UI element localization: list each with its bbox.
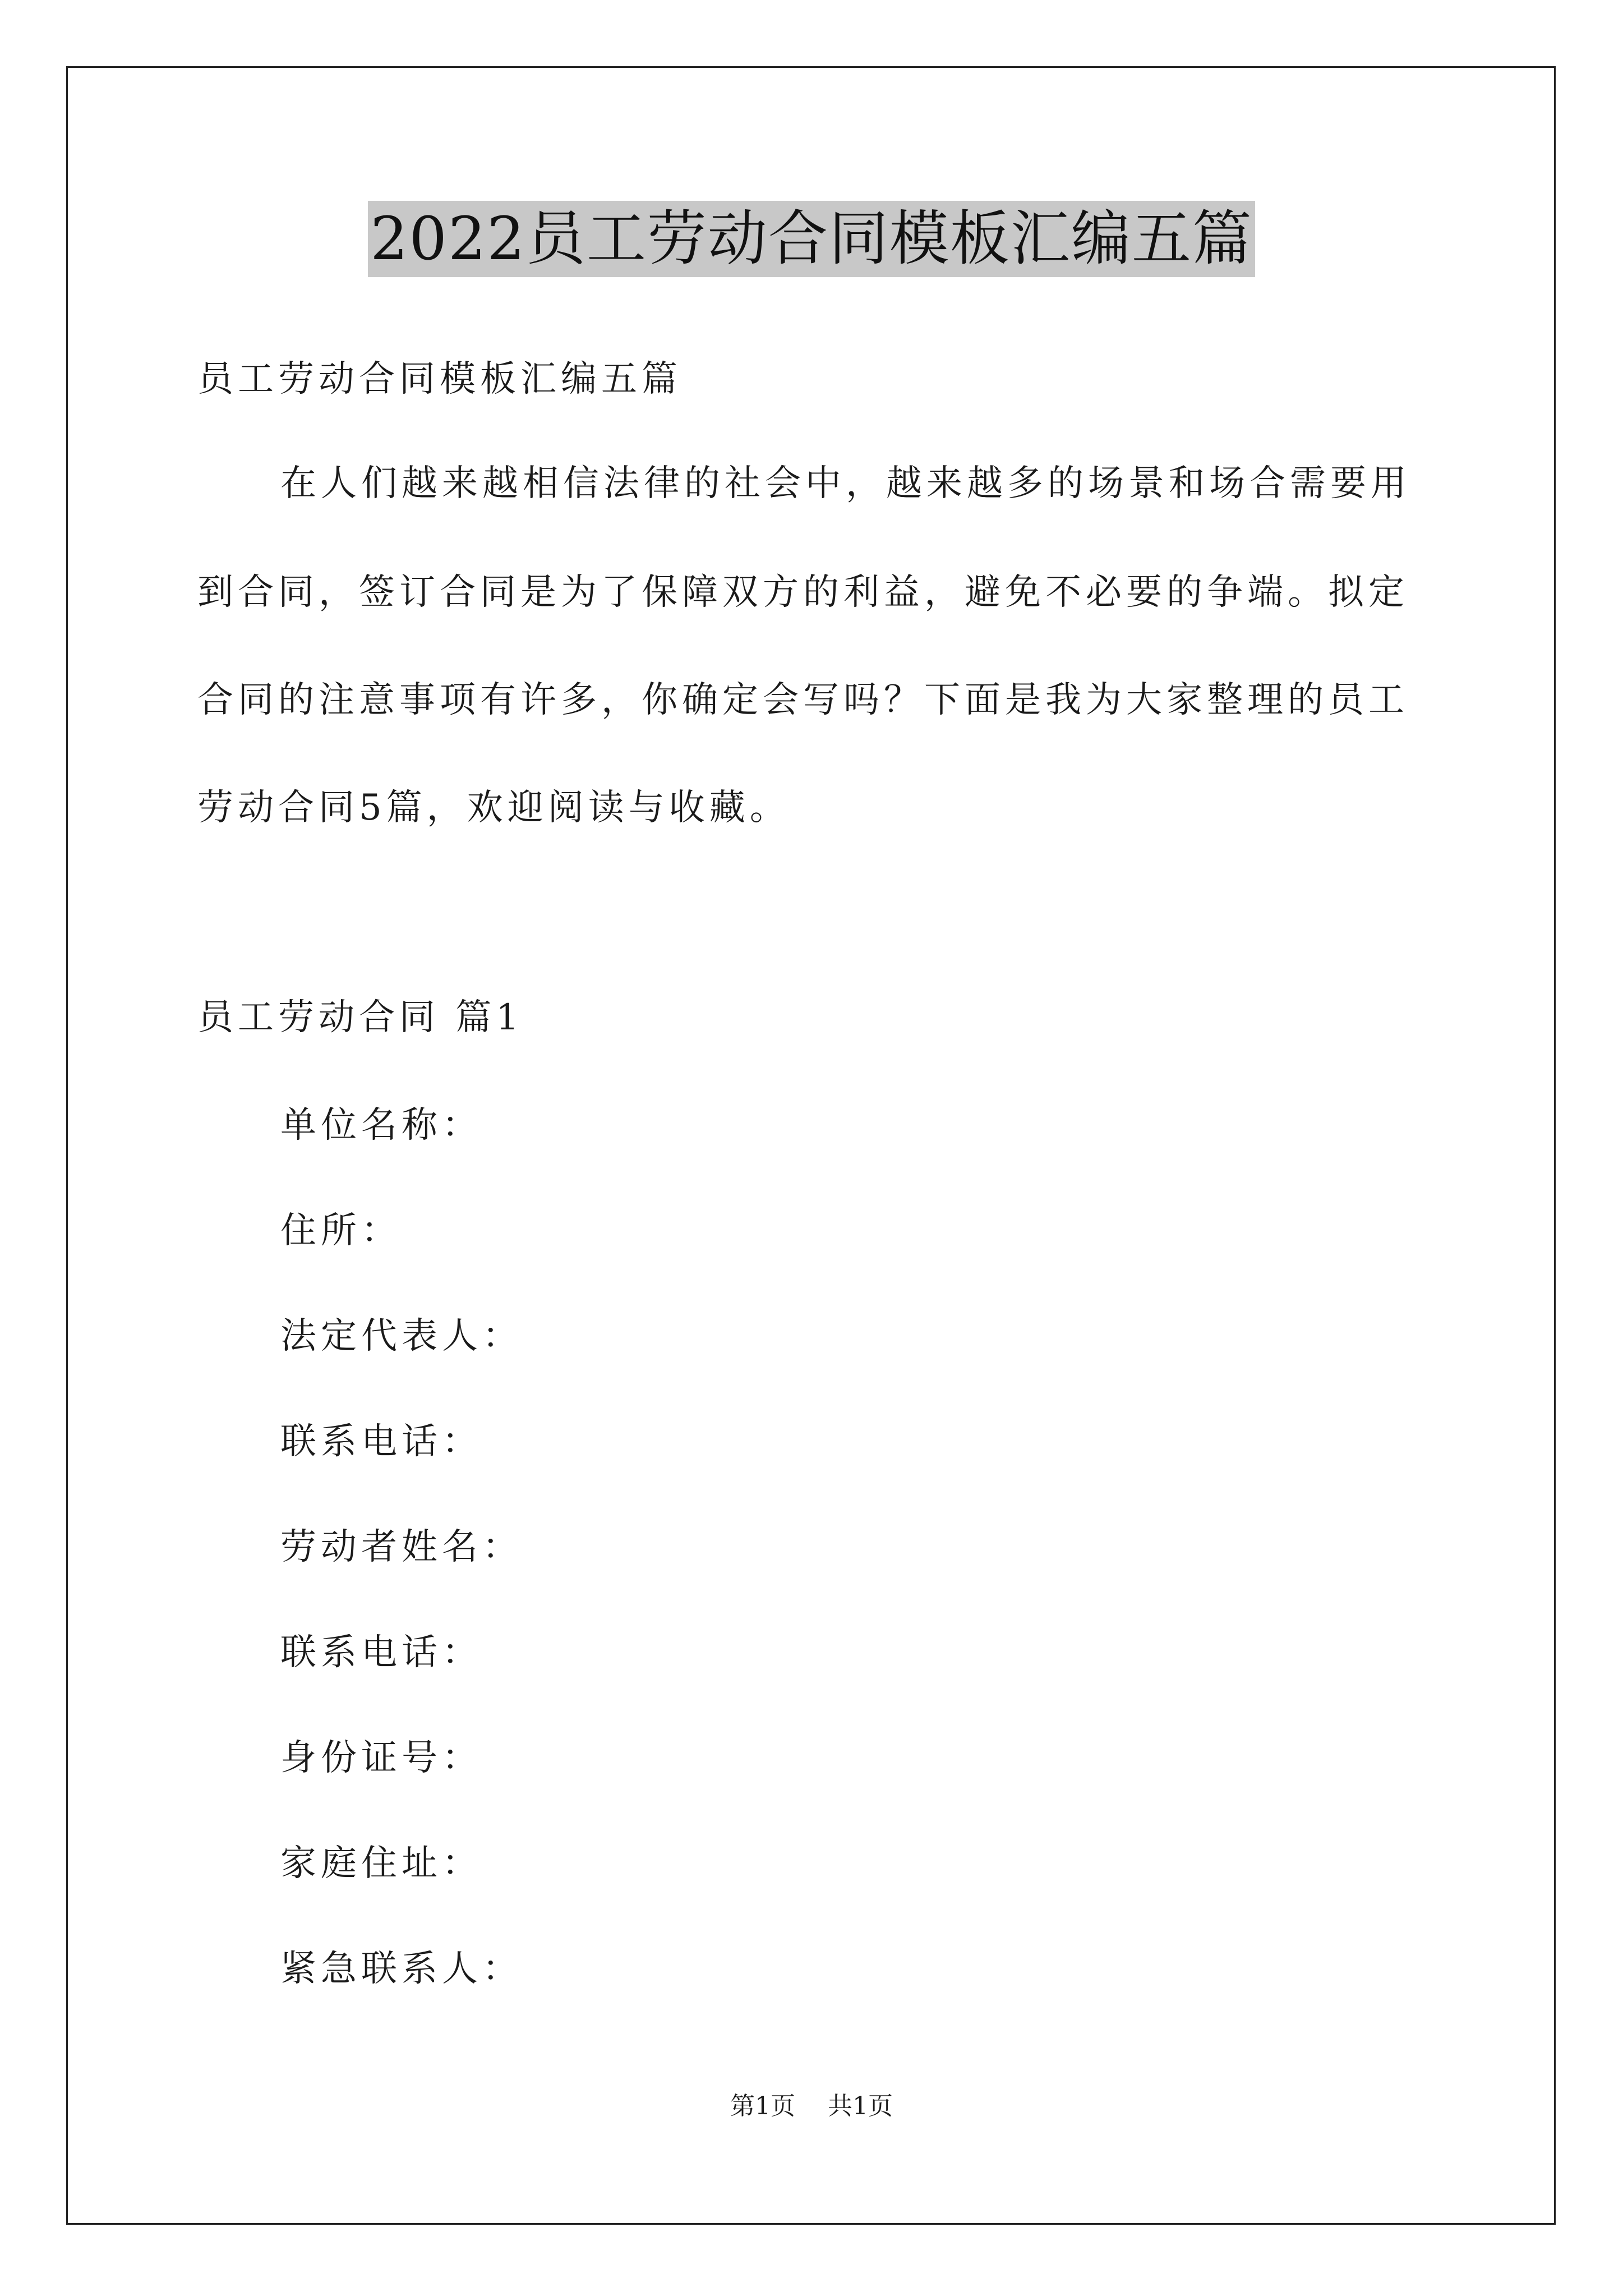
field-home-address: 家庭住址： — [280, 1843, 482, 1884]
section-heading: 员工劳动合同 篇1 — [197, 997, 524, 1038]
title-container — [0, 201, 1623, 277]
field-unit-name: 单位名称： — [280, 1105, 482, 1146]
intro-line-2: 到合同，签订合同是为了保障双方的利益，避免不必要的争端。拟定 — [197, 572, 1409, 613]
page-number-total: 共1页 — [828, 2092, 893, 2120]
intro-line-4: 劳动合同5篇，欢迎阅读与收藏。 — [197, 787, 790, 829]
field-emergency-contact: 紧急联系人： — [280, 1948, 523, 1990]
document-subtitle: 员工劳动合同模板汇编五篇 — [197, 358, 682, 400]
field-legal-representative: 法定代表人： — [280, 1315, 523, 1357]
field-address: 住所： — [280, 1210, 402, 1251]
intro-line-3: 合同的注意事项有许多，你确定会写吗？下面是我为大家整理的员工 — [197, 679, 1409, 721]
field-contact-phone-employee: 联系电话： — [280, 1632, 482, 1673]
intro-line-1: 在人们越来越相信法律的社会中，越来越多的场景和场合需要用 — [280, 463, 1411, 504]
field-employee-name: 劳动者姓名： — [280, 1526, 523, 1568]
page-footer — [0, 2090, 1623, 2123]
field-contact-phone-employer: 联系电话： — [280, 1421, 482, 1462]
document-title: 2022员工劳动合同模板汇编五篇 — [368, 201, 1255, 277]
field-id-number: 身份证号： — [280, 1737, 482, 1779]
page-number-current: 第1页 — [730, 2092, 795, 2120]
